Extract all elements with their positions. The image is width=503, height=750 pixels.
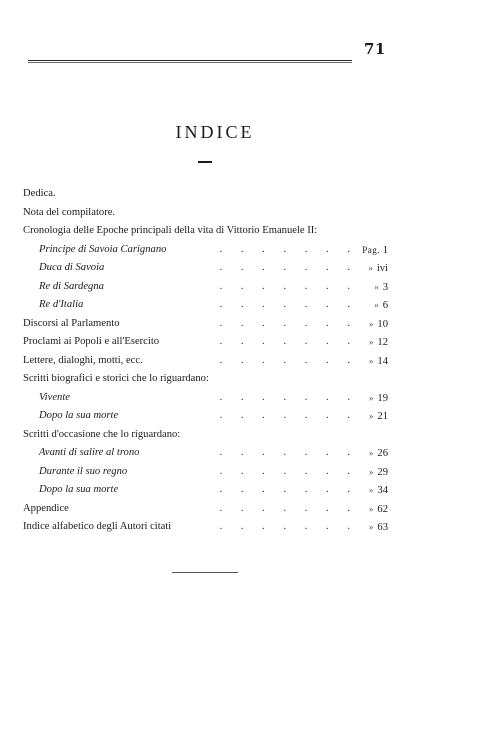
toc-page-number: 34 [377,485,388,496]
toc-page-ref [360,259,388,279]
toc-page-number: 62 [377,503,388,515]
toc-entry [23,222,388,241]
toc-dot-leaders: . . . . . . . [219,354,358,366]
toc-ditto-mark: » [368,337,374,347]
toc-page-number: 19 [377,392,388,404]
bottom-rule [172,572,238,573]
toc-entry-label: Re di Sardegna [39,280,104,292]
toc-page-ref [360,278,388,298]
toc-entry-label: Avanti di salire al trono [39,447,140,458]
toc-page-ref [360,518,388,538]
toc-page-ref [360,500,388,520]
toc-entry-label: Discorsi al Parlamento [23,317,120,329]
toc-entry [23,185,388,204]
page-number: 71 [364,40,386,58]
toc-page-ref [360,333,388,353]
toc-dot-leaders: . . . . . . . [219,410,358,421]
toc-entry [23,241,388,260]
toc-dot-leaders: . . . . . . . [219,280,358,292]
toc-entry [23,370,388,389]
toc-entry-label: Cronologia delle Epoche principali della vita di Vittorio Emanuele II: [23,225,318,236]
toc-page-number: 12 [377,337,388,348]
toc-ditto-mark: » [368,411,374,421]
toc-entry [23,333,388,352]
toc-entry-label: Re d'Italia [39,299,84,310]
toc-entry [23,444,388,463]
toc-dot-leaders: . . . . . . . [219,447,358,458]
toc-entry-label: Dopo la sua morte [39,484,119,495]
toc-entry [23,426,388,445]
toc-entry [23,259,388,278]
toc-entry [23,518,388,537]
toc-page-number: 29 [377,466,388,478]
toc-entry-label: Proclami ai Popoli e all'Esercito [23,336,160,347]
toc-entry-label: Lettere, dialoghi, motti, ecc. [23,354,143,366]
toc-ditto-mark: » [374,300,379,310]
toc-page-number: 6 [382,300,388,311]
toc-page-ref [360,315,388,335]
toc-page-number: 21 [377,411,388,422]
toc-dot-leaders: . . . . . . . [219,336,358,347]
toc-entry-label: Principe di Savoia Carignano [39,243,167,255]
toc-entry-label: Durante il suo regno [39,465,128,477]
toc-dot-leaders: . . . . . . . [219,465,358,477]
toc-entry [23,315,388,334]
toc-entry-label: Dedica. [23,188,56,199]
page-title: INDICE [175,122,255,142]
toc-dot-leaders: . . . . . . . [219,521,358,532]
toc-dot-leaders: . . . . . . . [219,502,358,514]
toc-entry [23,204,388,223]
toc-page-number: 14 [377,355,388,367]
toc-entry-label: Appendice [23,502,69,514]
toc-entry-label: Duca di Savoia [39,262,105,273]
toc-dot-leaders: . . . . . . . [219,262,358,273]
toc-ditto-mark: » [368,522,374,532]
toc-entry-label: Dopo la sua morte [39,410,119,421]
toc-page-ref [360,481,388,501]
toc-page-ref [360,352,388,372]
toc-page-number: 63 [377,522,388,533]
toc-page-ref [360,389,388,409]
toc-page-ref [360,463,388,483]
header-rule [28,60,352,61]
toc-entry-label: Nota del compilatore. [23,206,116,218]
toc-dot-leaders: . . . . . . . [219,391,358,403]
toc-dot-leaders: . . . . . . . [219,317,358,329]
toc-entry [23,463,388,482]
toc-page-ref [360,444,388,464]
toc-page-ref [360,241,388,261]
toc-ditto-mark: » [368,355,374,366]
toc-entry [23,481,388,500]
toc-ditto-mark: » [368,466,374,477]
toc-ditto-mark: » [368,318,374,329]
toc-ditto-mark: » [374,281,379,292]
table-of-contents [23,185,388,537]
toc-ditto-mark: » [368,448,374,458]
toc-page-number: ivi [376,263,388,274]
toc-dot-leaders: . . . . . . . [219,299,358,310]
toc-dot-leaders: . . . . . . . [219,243,358,255]
toc-page-ref [360,296,388,316]
toc-pag-prefix: Pag. [362,244,381,255]
toc-page-number: 10 [377,318,388,330]
toc-page-number: 1 [382,244,388,256]
toc-page-ref [360,407,388,427]
toc-entry-label: Indice alfabetico degli Autori citati [23,521,172,532]
toc-entry-label: Scritti biografici e storici che lo riguardano: [23,373,209,384]
toc-entry [23,500,388,519]
toc-page-number: 26 [377,448,388,459]
toc-entry [23,278,388,297]
toc-entry-label: Vivente [39,391,70,403]
toc-entry-label: Scritti d'occasione che lo riguardano: [23,428,181,440]
toc-ditto-mark: » [368,503,374,514]
toc-ditto-mark: » [368,485,374,495]
toc-ditto-mark: » [368,263,373,273]
toc-dot-leaders: . . . . . . . [219,484,358,495]
toc-entry [23,296,388,315]
toc-ditto-mark: » [368,392,374,403]
toc-entry [23,407,388,426]
toc-entry [23,352,388,371]
toc-entry [23,389,388,408]
toc-page-number: 3 [382,281,388,293]
title-dash [198,161,212,163]
